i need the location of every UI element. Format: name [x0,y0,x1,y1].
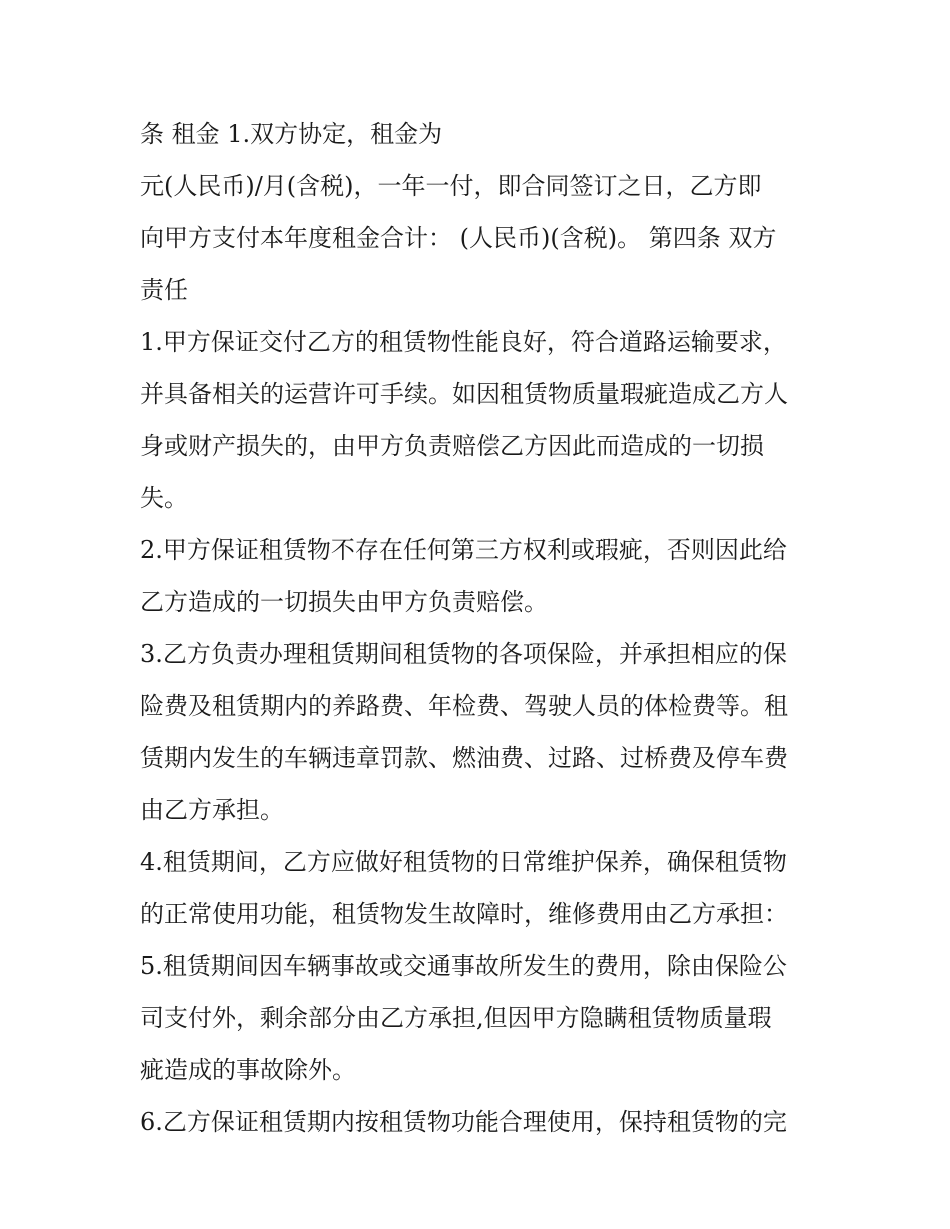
text-line: 元(人民币)/月(含税)，一年一付，即合同签订之日，乙方即 [140,172,762,200]
text-line: 4.租赁期间，乙方应做好租赁物的日常维护保养，确保租赁物 [140,848,787,876]
text-line: 向甲方支付本年度租金合计： (人民币)(含税)。 第四条 双方 [140,224,777,252]
text-line: 的正常使用功能，租赁物发生故障时，维修费用由乙方承担： [140,900,788,928]
contract-body-text [140,108,820,1148]
text-line: 赁期内发生的车辆违章罚款、燃油费、过路、过桥费及停车费 [140,744,788,772]
text-line: 6.乙方保证租赁期内按租赁物功能合理使用，保持租赁物的完 [140,1108,787,1136]
text-line: 身或财产损失的，由甲方负责赔偿乙方因此而造成的一切损 [140,432,764,460]
text-line: 5.租赁期间因车辆事故或交通事故所发生的费用，除由保险公 [140,952,787,980]
text-line: 疵造成的事故除外。 [140,1056,356,1084]
text-line: 2.甲方保证租赁物不存在任何第三方权利或瑕疵，否则因此给 [140,536,787,564]
text-line: 责任 [140,276,188,304]
text-line: 1.甲方保证交付乙方的租赁物性能良好，符合道路运输要求， [140,328,787,356]
text-line: 并具备相关的运营许可手续。如因租赁物质量瑕疵造成乙方人 [140,380,788,408]
text-line: 条 租金 1.双方协定，租金为 [140,120,443,148]
text-line: 司支付外，剩余部分由乙方承担,但因甲方隐瞒租赁物质量瑕 [140,1004,772,1032]
text-line: 3.乙方负责办理租赁期间租赁物的各项保险，并承担相应的保 [140,640,787,668]
text-line: 乙方造成的一切损失由甲方负责赔偿。 [140,588,548,616]
text-line: 险费及租赁期内的养路费、年检费、驾驶人员的体检费等。租 [140,692,788,720]
text-line: 由乙方承担。 [140,796,284,824]
text-line: 失。 [140,484,188,512]
